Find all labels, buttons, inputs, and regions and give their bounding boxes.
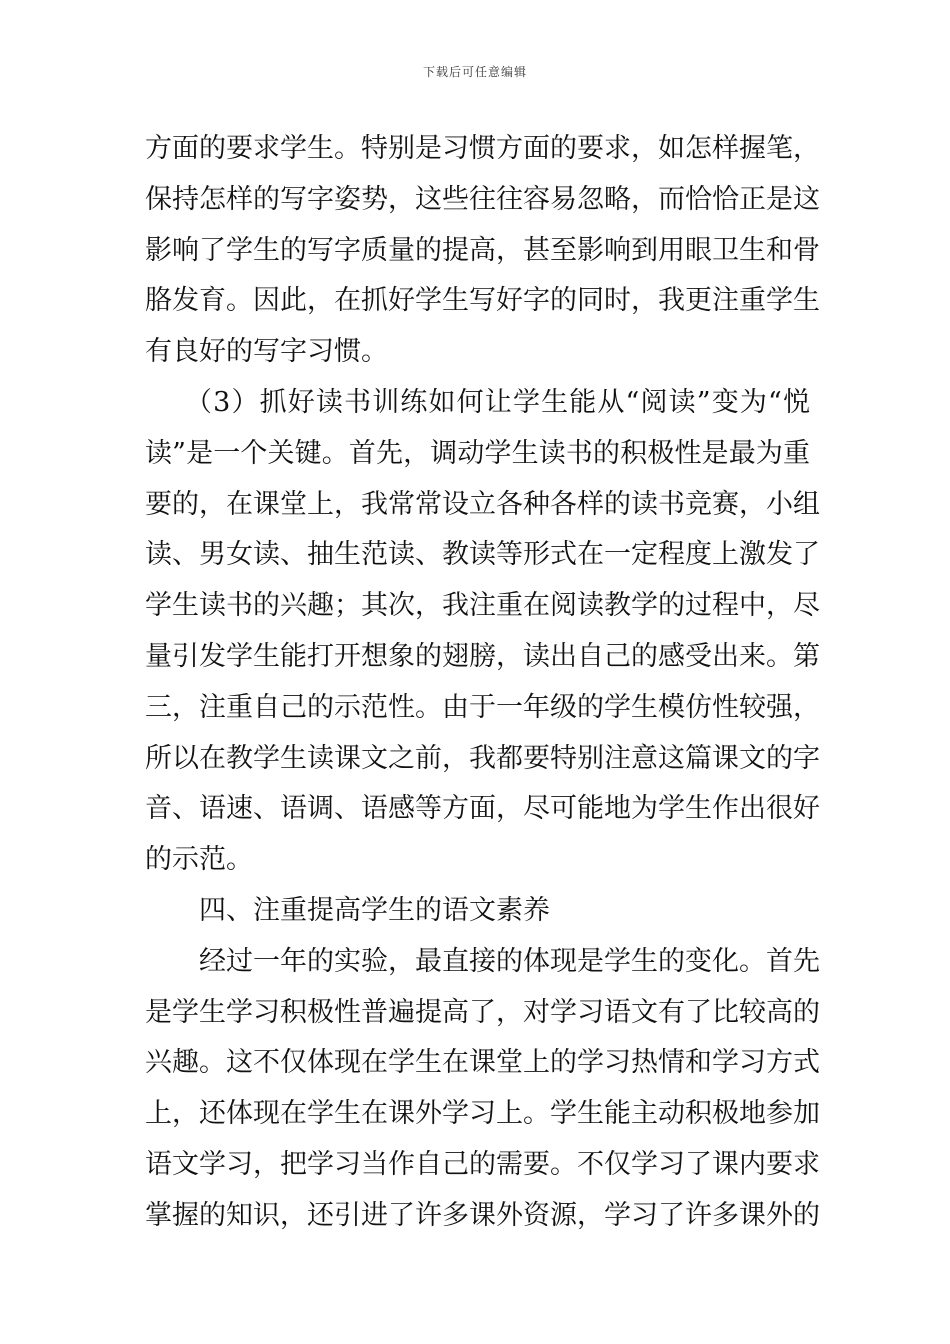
text-line: 保持怎样的写字姿势，这些往往容易忽略，而恰恰正是这 <box>145 183 820 215</box>
text-line: 方面的要求学生。特别是习惯方面的要求，如怎样握笔， <box>145 133 820 164</box>
text-line: 所以在教学生读课文之前，我都要特别注意这篇课文的字 <box>145 742 820 774</box>
text-line: 经过一年的实验，最直接的体现是学生的变化。首先 <box>199 945 820 977</box>
text-line: 上，还体现在学生在课外学习上。学生能主动积极地参加 <box>145 1098 820 1130</box>
text-line: 有良好的写字习惯。 <box>145 336 388 368</box>
text-line: （3）抓好读书训练如何让学生能从“阅读”变为“悦 <box>185 386 810 418</box>
text-line: 影响了学生的写字质量的提高，甚至影响到用眼卫生和骨 <box>145 234 820 266</box>
document-body <box>145 124 820 1242</box>
text-line: 胳发育。因此，在抓好学生写好字的同时，我更注重学生 <box>145 285 820 317</box>
text-line: 三，注重自己的示范性。由于一年级的学生模仿性较强， <box>145 691 820 723</box>
text-line: 掌握的知识，还引进了许多课外资源，学习了许多课外的 <box>145 1199 820 1231</box>
text-line: 要的，在课堂上，我常常设立各种各样的读书竞赛，小组 <box>145 488 820 520</box>
text-line: 的示范。 <box>145 844 253 876</box>
text-line: 语文学习，把学习当作自己的需要。不仅学习了课内要求 <box>145 1148 820 1180</box>
text-line: 音、语速、语调、语感等方面，尽可能地为学生作出很好 <box>145 793 820 825</box>
text-line: 读”是一个关键。首先，调动学生读书的积极性是最为重 <box>145 437 810 469</box>
text-line: 兴趣。这不仅体现在学生在课堂上的学习热情和学习方式 <box>145 1047 820 1079</box>
section-heading: 四、注重提高学生的语文素养 <box>199 894 550 926</box>
text-line: 读、男女读、抽生范读、教读等形式在一定程度上激发了 <box>145 539 820 571</box>
text-line: 量引发学生能打开想象的翅膀，读出自己的感受出来。第 <box>145 640 820 672</box>
text-line: 是学生学习积极性普遍提高了，对学习语文有了比较高的 <box>145 996 820 1028</box>
text-line: 学生读书的兴趣；其次，我注重在阅读教学的过程中，尽 <box>145 590 820 622</box>
page-header: 下载后可任意编辑 <box>422 65 527 79</box>
